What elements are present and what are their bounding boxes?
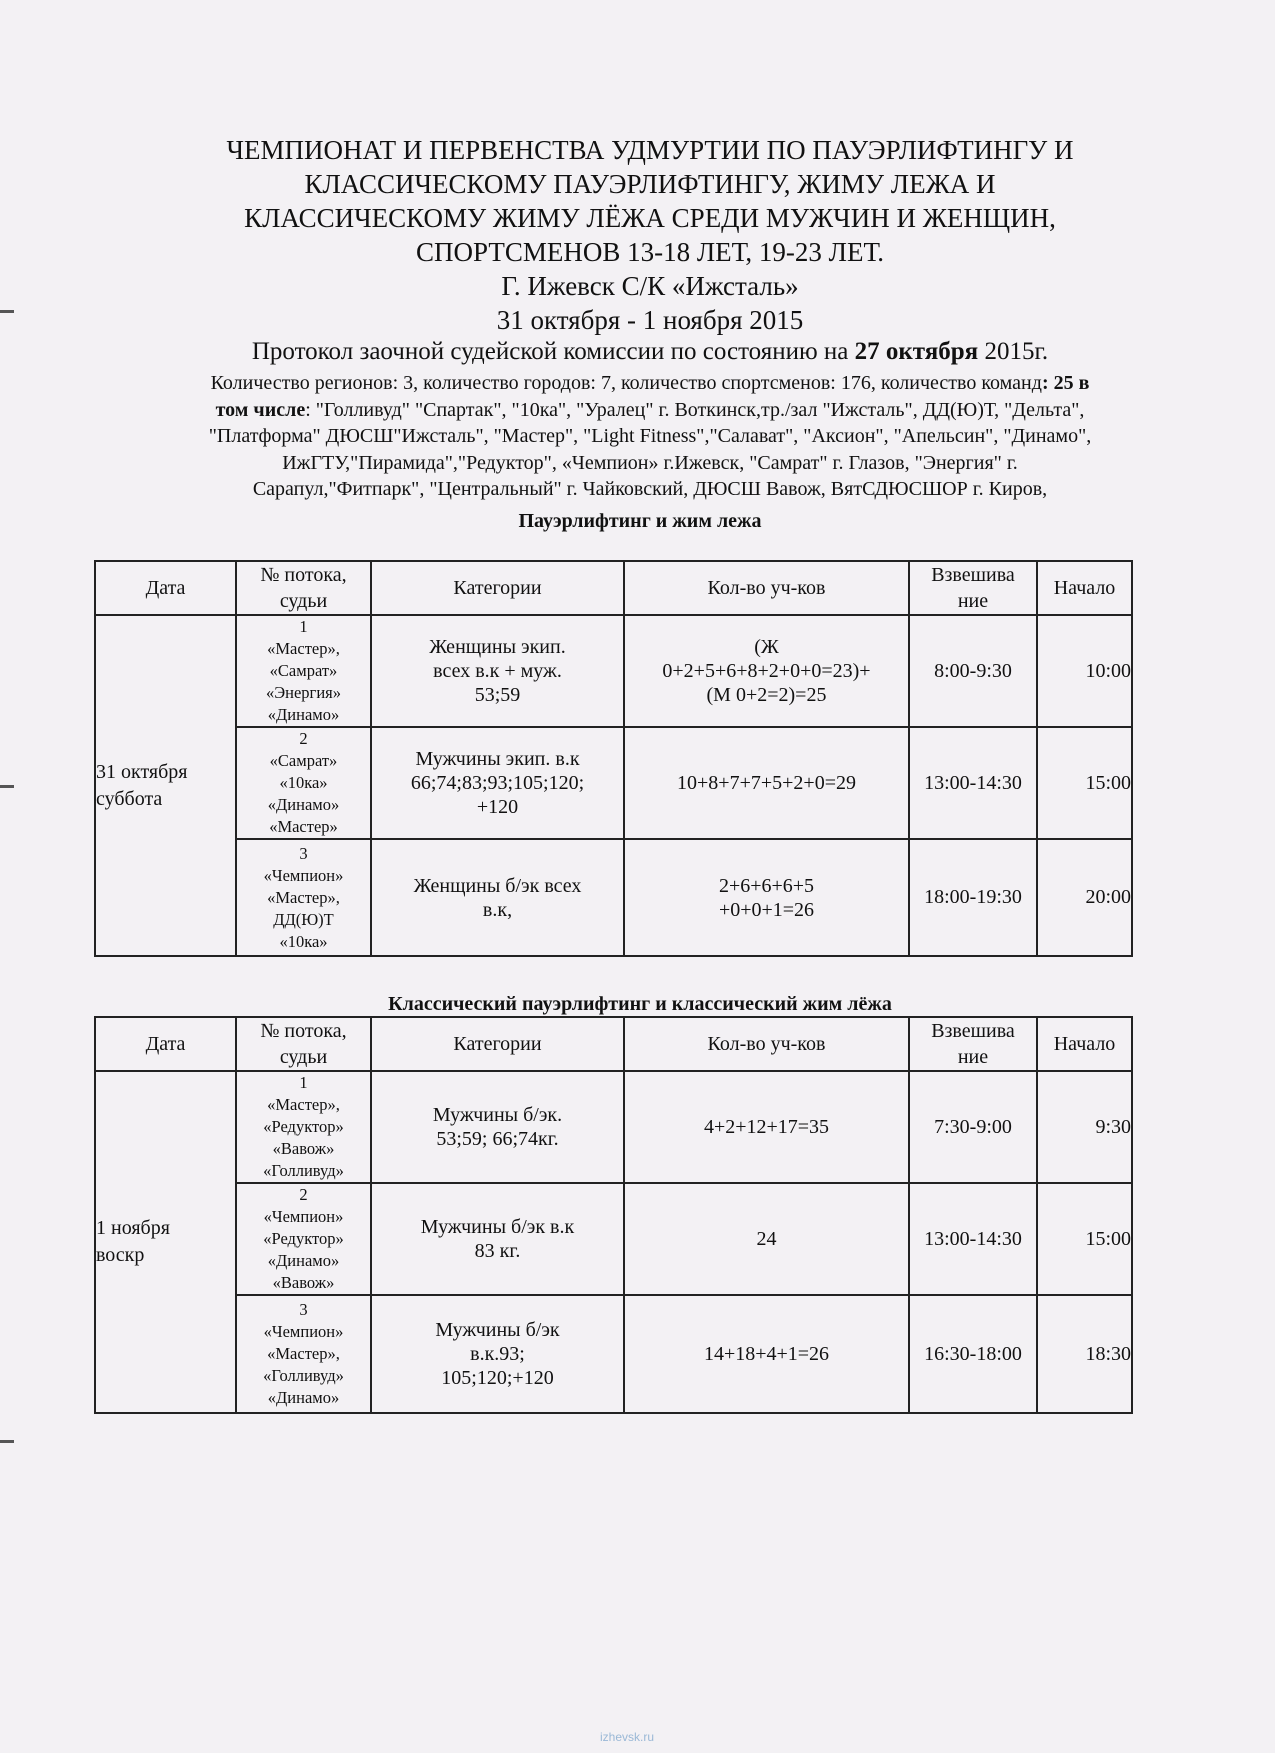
weigh-in-cell: 16:30-18:00: [909, 1295, 1037, 1413]
protocol-suffix: 2015г.: [978, 338, 1049, 365]
col-header-count: Кол-во уч-ков: [624, 1017, 909, 1071]
col-header-categories: Категории: [371, 1017, 624, 1071]
weigh-in-cell: 18:00-19:30: [909, 839, 1037, 956]
col-header-date: Дата: [95, 561, 236, 615]
start-cell: 10:00: [1037, 615, 1132, 727]
start-cell: 15:00: [1037, 1183, 1132, 1295]
watermark: izhevsk.ru: [600, 1730, 655, 1744]
table-row: [95, 839, 1132, 956]
category-cell: Мужчины б/эк. 53;59; 66;74кг.: [371, 1071, 624, 1183]
table-row: [95, 727, 1132, 839]
participants-summary: [195, 370, 1105, 503]
category-cell: Мужчины б/эк в.к.93; 105;120;+120: [371, 1295, 624, 1413]
count-cell: 14+18+4+1=26: [624, 1295, 909, 1413]
title-line: СПОРТСМЕНОВ 13-18 ЛЕТ, 19-23 ЛЕТ.: [415, 237, 885, 267]
category-cell: Женщины экип. всех в.к + муж. 53;59: [371, 615, 624, 727]
flow-cell: 2 «Чемпион» «Редуктор» «Динамо» «Вавож»: [236, 1183, 371, 1295]
start-cell: 20:00: [1037, 839, 1132, 956]
stats-text: Количество регионов: 3, количество городов: 7, количество спортсменов: 176, количество команд: [210, 372, 1042, 394]
count-cell: 4+2+12+17=35: [624, 1071, 909, 1183]
flow-cell: 3 «Чемпион» «Мастер», «Голливуд» «Динамо»: [236, 1295, 371, 1413]
category-cell: Женщины б/эк всех в.к,: [371, 839, 624, 956]
title-line: ЧЕМПИОНАТ И ПЕРВЕНСТВА УДМУРТИИ ПО ПАУЭРЛИФТИНГУ И: [226, 135, 1074, 165]
teams-count: : 25 в том числе: [215, 372, 1090, 421]
weigh-in-cell: 13:00-14:30: [909, 1183, 1037, 1295]
table-row: [95, 615, 1132, 727]
col-header-flow: № потока, судьи: [236, 1017, 371, 1071]
weigh-in-cell: 13:00-14:30: [909, 727, 1037, 839]
title-line: КЛАССИЧЕСКОМУ ЖИМУ ЛЁЖА СРЕДИ МУЖЧИН И ЖЕНЩИН,: [244, 203, 1056, 233]
dates-line: 31 октября - 1 ноября 2015: [496, 305, 804, 335]
protocol-line: [160, 337, 1140, 367]
count-cell: (Ж 0+2+5+6+8+2+0+0=23)+ (М 0+2=2)=25: [624, 615, 909, 727]
weigh-in-cell: 8:00-9:30: [909, 615, 1037, 727]
schedule-table-classic: [94, 1016, 1133, 1414]
category-cell: Мужчины экип. в.к 66;74;83;93;105;120; +120: [371, 727, 624, 839]
count-cell: 2+6+6+6+5 +0+0+1=26: [624, 839, 909, 956]
col-header-weigh: Взвешива ние: [909, 1017, 1037, 1071]
col-header-start: Начало: [1037, 1017, 1132, 1071]
table-row: [95, 1071, 1132, 1183]
count-cell: 24: [624, 1183, 909, 1295]
start-cell: 9:30: [1037, 1071, 1132, 1183]
weigh-in-cell: 7:30-9:00: [909, 1071, 1037, 1183]
punch-mark: [0, 785, 14, 788]
start-cell: 15:00: [1037, 727, 1132, 839]
category-cell: Мужчины б/эк в.к 83 кг.: [371, 1183, 624, 1295]
flow-cell: 2 «Самрат» «10ка» «Динамо» «Мастер»: [236, 727, 371, 839]
col-header-flow: № потока, судьи: [236, 561, 371, 615]
col-header-start: Начало: [1037, 561, 1132, 615]
teams-list: : "Голливуд" "Спартак", "10ка", "Уралец" г. Воткинск,тр./зал "Ижсталь", ДД(Ю)Т, "Дельта", "Платформа" ДЮСШ"Ижсталь", "Мастер", "Light Fitness","Салават", "Аксион", "Апельсин", "Динамо", ИжГТУ,"Пирамида","Редуктор", «Чемпион» г.Ижевск, "Самрат" г. Глазов, "Энергия" г. Сарапул,"Фитпарк", "Центральный" г. Чайковский, ДЮСШ Вавож, ВятСДЮСШОР г. Киров,: [208, 398, 1092, 500]
protocol-prefix: Протокол заочной судейской комиссии по состоянию на: [251, 338, 855, 365]
flow-cell: 1 «Мастер», «Редуктор» «Вавож» «Голливуд»: [236, 1071, 371, 1183]
table-header-row: [95, 1017, 1132, 1071]
date-cell: 1 ноября воскр: [95, 1071, 236, 1413]
table-row: [95, 1295, 1132, 1413]
venue-line: Г. Ижевск С/К «Ижсталь»: [501, 271, 799, 301]
start-cell: 18:30: [1037, 1295, 1132, 1413]
section-title-powerlifting: Пауэрлифтинг и жим лежа: [518, 510, 762, 532]
table-row: [95, 1183, 1132, 1295]
date-cell: 31 октября суббота: [95, 615, 236, 956]
flow-cell: 3 «Чемпион» «Мастер», ДД(Ю)Т «10ка»: [236, 839, 371, 956]
schedule-table-powerlifting: [94, 560, 1133, 957]
count-cell: 10+8+7+7+5+2+0=29: [624, 727, 909, 839]
protocol-date: 27 октября: [854, 338, 979, 365]
punch-mark: [0, 1440, 14, 1443]
table-header-row: [95, 561, 1132, 615]
document-title: [180, 133, 1120, 337]
col-header-weigh: Взвешива ние: [909, 561, 1037, 615]
flow-cell: 1 «Мастер», «Самрат» «Энергия» «Динамо»: [236, 615, 371, 727]
section-title-classic: Классический пауэрлифтинг и классический жим лёжа: [388, 993, 892, 1015]
punch-mark: [0, 310, 14, 313]
col-header-categories: Категории: [371, 561, 624, 615]
col-header-date: Дата: [95, 1017, 236, 1071]
title-line: КЛАССИЧЕСКОМУ ПАУЭРЛИФТИНГУ, ЖИМУ ЛЕЖА И: [304, 169, 996, 199]
col-header-count: Кол-во уч-ков: [624, 561, 909, 615]
